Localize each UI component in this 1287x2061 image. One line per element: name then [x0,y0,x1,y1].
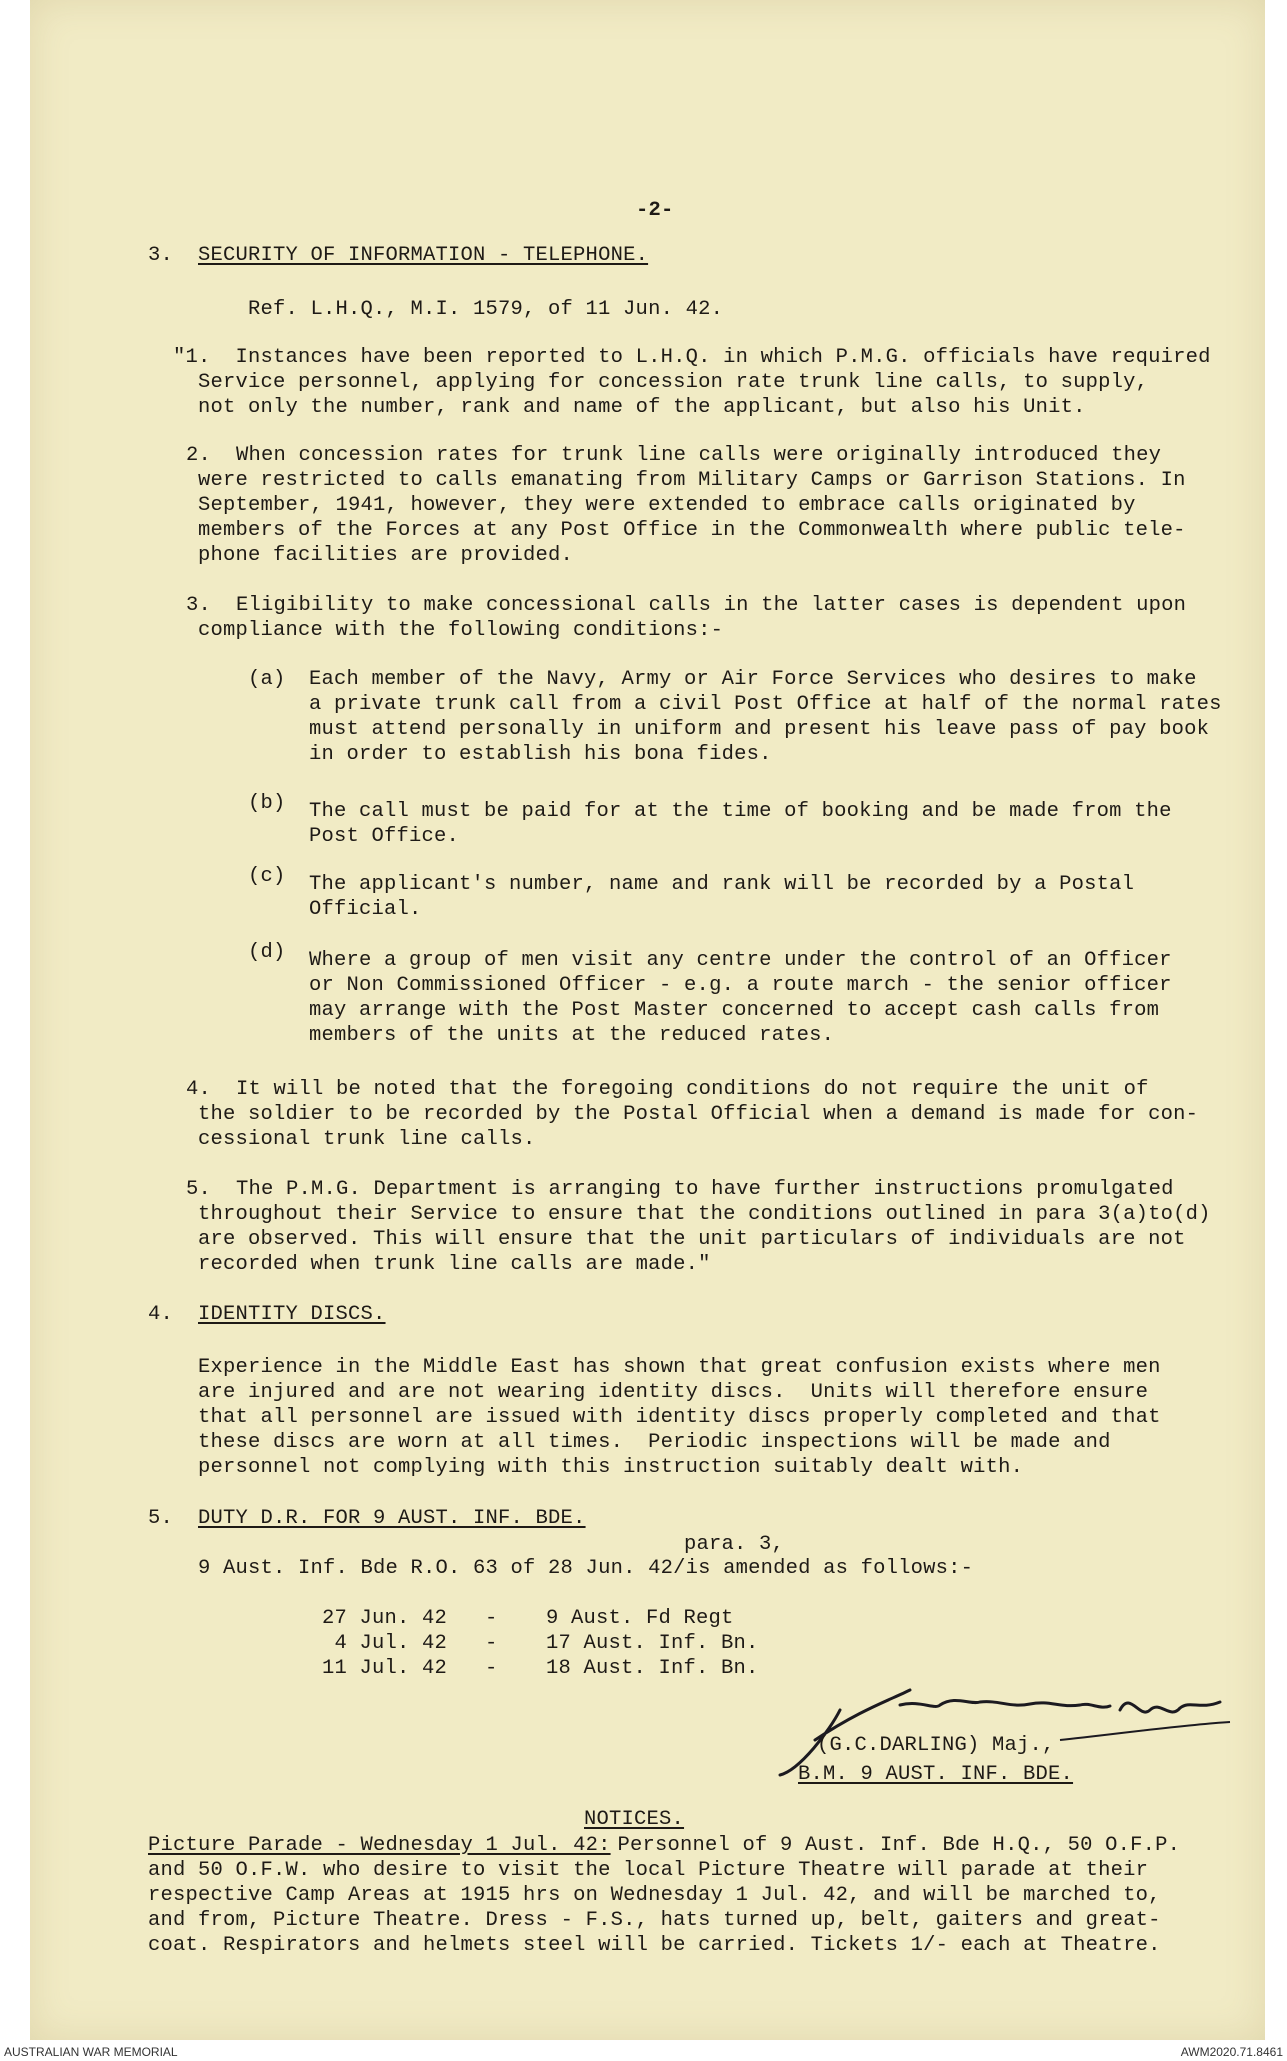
roster-unit-1: 9 Aust. Fd Regt [546,1607,734,1630]
notice-lead: Picture Parade - Wednesday 1 Jul. 42: [148,1834,611,1857]
notices-heading: NOTICES. [584,1808,685,1831]
para-3-line-1: 3. Eligibility to make concessional calls in the latter cases is dependent upon [186,594,1187,617]
para-2-line-4: members of the Forces at any Post Office in the Commonwealth where public tele- [198,519,1186,542]
archive-footer [0,2043,1287,2061]
para-1-line-3: not only the number, rank and name of the applicant, but also his Unit. [198,396,1086,419]
para-5-line-2: throughout their Service to ensure that the conditions outlined in para 3(a)to(d) [198,1203,1211,1226]
section-5-number: 5. [148,1507,174,1530]
condition-a-line-1: Each member of the Navy, Army or Air Force Services who desires to make [309,668,1197,691]
section-4-number: 4. [148,1303,174,1326]
section-4-line-2: are injured and are not wearing identity discs. Units will therefore ensure [198,1381,1149,1404]
notice-line-5: coat. Respirators and helmets steel will be carried. Tickets 1/- each at Theatre. [148,1934,1161,1957]
condition-b-label: (b) [248,792,286,815]
footer-accession-number: AWM2020.71.8461 [1180,2045,1283,2059]
para-4-line-3: cessional trunk line calls. [198,1128,536,1151]
section-5-insert: para. 3, [684,1533,785,1556]
roster-unit-2: 17 Aust. Inf. Bn. [546,1632,759,1655]
roster-dash-1: - [485,1607,498,1630]
condition-a-line-4: in order to establish his bona fides. [309,743,772,766]
section-4-line-3: that all personnel are issued with identity discs properly completed and that [198,1406,1161,1429]
condition-d-line-1: Where a group of men visit any centre under the control of an Officer [309,949,1172,972]
roster-dash-2: - [485,1632,498,1655]
condition-b-line-1: The call must be paid for at the time of booking and be made from the [309,800,1172,823]
section-4-line-5: personnel not complying with this instruction suitably dealt with. [198,1456,1024,1479]
condition-d-label: (d) [248,941,286,964]
condition-a-label: (a) [248,668,286,691]
signatory-title: B.M. 9 AUST. INF. BDE. [798,1763,1074,1786]
roster-date-2: 4 Jul. 42 [322,1632,448,1655]
page-number: -2- [636,199,674,222]
para-5-line-3: are observed. This will ensure that the unit particulars of individuals are not [198,1228,1186,1251]
condition-d-line-4: members of the units at the reduced rates. [309,1024,835,1047]
section-5-amendment: 9 Aust. Inf. Bde R.O. 63 of 28 Jun. 42/is amended as follows:- [198,1557,974,1580]
para-2-line-5: phone facilities are provided. [198,544,574,567]
para-5-line-1: 5. The P.M.G. Department is arranging to have further instructions promulgated [186,1178,1174,1201]
para-2-line-2: were restricted to calls emanating from Military Camps or Garrison Stations. In [198,469,1186,492]
notice-line-2: and 50 O.F.W. who desire to visit the local Picture Theatre will parade at their [148,1859,1149,1882]
para-1-line-1: "1. Instances have been reported to L.H.Q. in which P.M.G. officials have required [173,346,1211,369]
section-3-heading: SECURITY OF INFORMATION - TELEPHONE. [198,244,649,267]
condition-d-line-3: may arrange with the Post Master concerned to accept cash calls from [309,999,1160,1022]
roster-date-3: 11 Jul. 42 [322,1657,448,1680]
para-3-line-2: compliance with the following conditions:- [198,619,724,642]
condition-c-label: (c) [248,865,286,888]
roster-unit-3: 18 Aust. Inf. Bn. [546,1657,759,1680]
para-1-line-2: Service personnel, applying for concession rate trunk line calls, to supply, [198,371,1149,394]
section-5-heading: DUTY D.R. FOR 9 AUST. INF. BDE. [198,1507,586,1530]
section-3-reference: Ref. L.H.Q., M.I. 1579, of 11 Jun. 42. [248,298,724,321]
condition-a-line-2: a private trunk call from a civil Post Office at half of the normal rates [309,693,1222,716]
para-4-line-1: 4. It will be noted that the foregoing conditions do not require the unit of [186,1078,1149,1101]
condition-a-line-3: must attend personally in uniform and present his leave pass of pay book [309,718,1210,741]
para-4-line-2: the soldier to be recorded by the Postal Official when a demand is made for con- [198,1103,1199,1126]
section-4-heading: IDENTITY DISCS. [198,1303,386,1326]
para-5-line-4: recorded when trunk line calls are made." [198,1253,711,1276]
para-2-line-1: 2. When concession rates for trunk line calls were originally introduced they [186,444,1162,467]
condition-b-line-2: Post Office. [309,825,460,848]
footer-institution: AUSTRALIAN WAR MEMORIAL [4,2045,178,2059]
notice-line-1: Personnel of 9 Aust. Inf. Bde H.Q., 50 O.F.P. [605,1834,1181,1857]
section-4-line-4: these discs are worn at all times. Periodic inspections will be made and [198,1431,1111,1454]
condition-c-line-1: The applicant's number, name and rank will be recorded by a Postal [309,873,1135,896]
notice-line-4: and from, Picture Theatre. Dress - F.S., hats turned up, belt, gaiters and great- [148,1909,1161,1932]
signatory-name: (G.C.DARLING) Maj., [817,1734,1055,1757]
condition-c-line-2: Official. [309,898,422,921]
section-3-number: 3. [148,244,174,267]
roster-date-1: 27 Jun. 42 [322,1607,448,1630]
notice-line-3: respective Camp Areas at 1915 hrs on Wednesday 1 Jul. 42, and will be marched to, [148,1884,1161,1907]
condition-d-line-2: or Non Commissioned Officer - e.g. a route march - the senior officer [309,974,1172,997]
para-2-line-3: September, 1941, however, they were extended to embrace calls originated by [198,494,1136,517]
section-4-line-1: Experience in the Middle East has shown that great confusion exists where men [198,1356,1161,1379]
roster-dash-3: - [485,1657,498,1680]
